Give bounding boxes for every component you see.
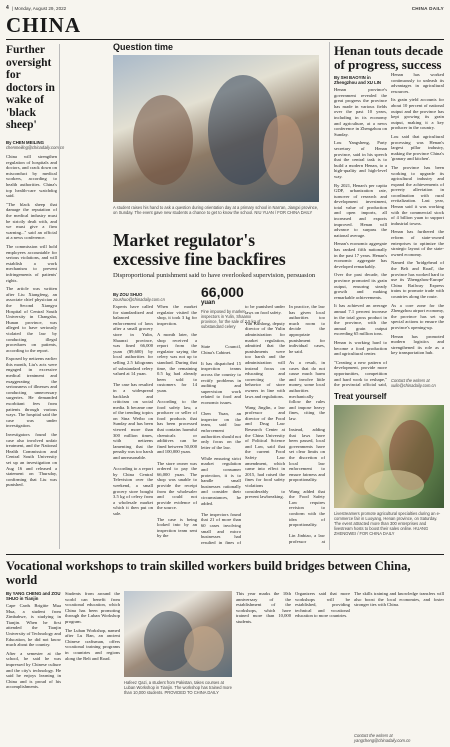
left-story-email: chenmeiling@chinadaily.com.cn	[6, 144, 65, 150]
bottom-rule	[6, 554, 444, 555]
vocational-column-1	[6, 603, 61, 743]
market-byline: By ZOU SHUO	[113, 292, 143, 297]
market-column-2	[157, 304, 197, 546]
henan-column-2	[391, 72, 444, 377]
paragraph: The commission will hold employees accountable for serious violations, and will establish a work mechanism to prevent infringements of patients' rights.	[6, 244, 57, 283]
paragraph: The Luban Workshop, named after Lu Ban, an ancient Chinese craftsman, offers vocational training programs in countries and regions along the Belt and Road.	[65, 627, 120, 661]
paragraph: By 2021, Henan's per capita GDP, urbanization rate, turnover of research and development investment, total value of production and open imports, all increased and exports improved. Henan will advance to surpass the national average.	[334, 182, 387, 238]
vocational-caption: Hafeez Qazi, a student from Pakistan, takes courses at Luban Workshop in Tianjin. The workshop has trained more than 10,000 students. PROVIDED TO CHINA DAILY	[124, 680, 232, 695]
vocational-photo	[124, 591, 232, 677]
market-column-text: to be punished under laws on food safety. Yan Kunlong, deputy director of the Yulin administration for market regulation, admitted that the punishments were too harsh and the administration will instead focus on educating and correcting the behavior of store owners in line with laws and regulations. Wang Jinglin, a law professor and director of the Food and Drug Law Research Center at the China University of Political Science and Law, said that the current Food Safety Law amendment, which came into effect in 2015, had raised the fines for food safety violations considerably to prevent lawbreaking.	[245, 304, 285, 500]
paragraph: It has achieved an average annual 7.1 percent increase in the total gross product in the province, with the annual grain output exceeding 65 million tons.	[334, 303, 387, 337]
paragraph: China will strengthen regulation of hospitals and doctors, and crack down on misconduct by medical workers, according to health authorities. China's top health-care watchdog said.	[6, 154, 57, 199]
page-number: 4	[6, 5, 9, 11]
stat-caption: Fine imposed by market inspectors in Yulin, Shaanxi province, for the sale of 2.5 kg of substandard celery	[201, 309, 261, 329]
vocational-column-3	[236, 591, 291, 743]
paragraph: As a core zone for the Zhengzhou airport economy, the province has set up special actions to ensure the province's opening-up.	[391, 302, 444, 330]
paragraph: This year marks the 10th anniversary of the establishment of the workshops, which have trained more than 10,000 students.	[236, 591, 291, 624]
paragraph: Henan province's government revealed the great progress the province has made in various fields over the past 10 years, including in its economy and agriculture, at a news conference in Zhengzhou on Sunday.	[334, 87, 387, 137]
treat-yourself-label: Treat yourself	[334, 392, 387, 401]
market-column-text: In practice, the law has given local authorities too much room to decide the appropriate punishment for individual cases, he said. As a result, in cases that do not cause much harm and involve little money, some local authorities mechanically follow the rules and impose heavy fines, citing the law. Instead, adding that laws have been passed, local governments have set clear limits on the discretion of local law enforcement to ensure fairness and proportionality. Wang added that the Food Safety Law requires revision to conform with the idea of proportionality. Lin Jinbiao, a law professor at	[289, 304, 325, 544]
paragraph: Henan has promoted modern logistics and strengthened its role as a key transportation hub.	[391, 333, 444, 356]
paragraph: After a semester at the school, he said he was impressed by Chinese culture and the city's technology. He said he enjoys learning in China and is proud of his accomplishments.	[6, 650, 61, 690]
column-divider	[59, 44, 60, 549]
paper-name: CHINA DAILY	[411, 6, 444, 11]
column-divider	[329, 42, 330, 550]
paragraph: The skills training and knowledge transfers will also boost the local economies, and foster stronger ties with China.	[354, 591, 444, 608]
paragraph: Henan has worked continuously to unleash its advantages in agricultural resources.	[391, 72, 444, 94]
question-time-photo	[113, 55, 319, 202]
paragraph: "The black sheep that damage the reputation of the medical industry must be strictly dealt with, and we must give a firm warning..." said an official at a news conference.	[6, 201, 57, 241]
market-column-5	[289, 304, 325, 546]
paragraph: Over the past decade, the province promoted its grain output, ensuring steady growth and making remarkable achievements.	[334, 272, 387, 300]
paragraph: Henan has furthered the reform of state-owned enterprises to optimize the strategic layout of the state-owned economy.	[391, 229, 444, 257]
paragraph: Lou said that agricultural processing was Henan's largest pillar industry, making the province China's 'granary and kitchen'.	[391, 133, 444, 162]
vocational-byline: By YANG CHENG and ZOU SHUO in Tianjin	[6, 591, 61, 602]
market-column-3	[201, 344, 241, 546]
paragraph: Students from around the world can benefit from vocational education, which China has been promoting through the Luban Workshop program.	[65, 591, 120, 624]
market-column-text: When the market regulator visited the shop, it took 3 kg for inspection. A month later, the shop received a report from the regulator saying the celery was not up to standard. During that time, the remaining 0.5 kg had already been sold to customers for 14 yuan. According to the food safety law, a producer or seller of food products that has been processed that contains harmful chemicals or additives can be fined between 50,000 and 100,000 yuan. The store owner was ordered to pay the 66,000 yuan. The shop was unable to provide the receipt from the wholesaler and could not provide evidence of the source. The case is being looked into by an inspection team sent by the	[157, 304, 197, 539]
question-time-caption: A student raises his hand to ask a question during orientation day at a primary school in Nan'an, Jiangxi province, on Sunday. The event gave new students a chance to get to know the school. NIU YUAN / FOR CHINA DAILY	[113, 205, 319, 215]
question-time-label: Question time	[113, 42, 174, 52]
vocational-column-5	[354, 591, 444, 731]
market-column-text: State Council, China's Cabinet. It has dispatched 15 inspection teams across the country to rectify problems in auditing and supervision work related to food and economic issues. Chen Yuan, an inspector on the team, said law enforcement authorities should not only focus on the letter of the law. While ensuring strict market regulation and consumer protection, it is to handle small businesses rationally and consider their circumstances, he added. The inspectors found that 21 of more than 60 cases involving small and micro businesses had resulted in fines of	[201, 344, 241, 545]
market-column-text: Experts have called for standardized and balanced enforcement of laws after a small grocery store in Yulin, Shaanxi province, was fined 66,000 yuan ($9,600) by local authorities for selling 2.5 kilograms of substandard celery valued at 14 yuan. The case has resulted in a widespread backlash and criticism on social media. It became one of the trending topics on Sina Weibo on Sunday and has been viewed more than 300 million times, with netizens lamenting that the penalty was too harsh and unreasonable. According to a report by China Central Television over the weekend, a small grocery store bought 3.5 kg of celery from a wholesale market which it then put on sale.	[113, 304, 153, 516]
paragraph: Named the 'bridgehead of the Belt and Road', the province has worked hard to use its 'Zhengzhou-Europe' China Railway Express trains to promote trade with countries along the route.	[391, 260, 444, 299]
paragraph: Investigators found the case also involved unfair treatment, and the National Health Commission and Central South University set up an investigation on Aug 16 and released a statement on Thursday, confirming that Liu was punished.	[6, 432, 57, 488]
paragraph: The article was written after Liu Xiangfeng, an associate chief physician at the Second Xiangya Hospital of Central South University in Changsha, Hunan province, was alleged to have seriously violated the law by conducting illegal procedures on patients, according to the report.	[6, 286, 57, 353]
paragraph: Henan's economic aggregate has ranked fifth nationally in the past 17 years. Henan's economic aggregate has developed remarkably.	[334, 241, 387, 269]
vocational-column-4	[295, 591, 350, 743]
left-story-headline: Further oversight for doctors in wake of 'black sheep'	[6, 44, 55, 131]
section-rule	[6, 39, 444, 40]
vocational-contact: Contact the writers at yangcheng@chinadaily.com.cn	[354, 733, 411, 744]
market-column-4	[245, 304, 285, 546]
henan-headline: Henan touts decade of progress, success	[334, 43, 444, 72]
treat-yourself-photo	[334, 405, 444, 508]
vocational-column-2	[65, 591, 120, 743]
paragraph: Exposed by netizens earlier this month, Liu's acts were engaged in excessive medical treatment and exaggerating the seriousness of illnesses and conducting unnecessary surgeries. He demanded exorbitant fees from patients through various ways. The hospital said the case was under investigation.	[6, 356, 57, 429]
market-email: zoushuo@chinadaily.com.cn	[113, 297, 165, 302]
paragraph: Henan is working hard to become a food production and agricultural center.	[334, 339, 387, 357]
left-story-byline: By CHEN MEILING	[6, 139, 44, 145]
left-story-body	[6, 154, 57, 529]
market-column-1	[113, 304, 153, 546]
issue-date: | Monday, August 29, 2022	[12, 6, 67, 11]
market-headline: Market regulator's excessive fine backfires	[113, 230, 286, 269]
henan-column-1	[334, 87, 387, 387]
stat-unit: yuan	[201, 300, 216, 306]
paragraph: The province has been working to upgrade its agricultural industry and expand the achievements of poverty alleviation in coordination with rural revitalization. Last year, Henan said it was working with the commercial stock of 4 billion yuan to support industrial towns.	[391, 164, 444, 226]
stat-value: 66,000	[201, 284, 244, 300]
paragraph: "Creating a new pattern of development, provide more opportunities, competition and hard work to reshape," the provincial official said,	[334, 359, 387, 387]
treat-yourself-caption: Livestreamers promote agricultural specialties during an e-commerce fair in Luoyang, Henan province, on Saturday. The event attracted more than 300 enterprises and livestream hosts to boost their sales online. HUANG ZHENGWEI / FOR CHINA DAILY	[334, 511, 441, 536]
vocational-headline: Vocational workshops to train skilled workers build bridges between China, world	[6, 559, 411, 587]
paragraph: Lou Yangsheng, Party secretary of Henan province, said in his speech that the central task is to build a modern Henan, to a high-quality and high-level way.	[334, 140, 387, 179]
henan-byline: By SHI BAOYIN in Zhengzhou and XU LIN	[334, 75, 382, 86]
paragraph: Its grain yield accounts for about 10 percent of national output and the province has kept growing its grain output, making it a key producer in the country.	[391, 97, 444, 131]
paragraph: Organizers said that more workshops will be established, providing technical and vocational education to more countries.	[295, 591, 350, 619]
paragraph: Cape Cards Brigitte Mua Mua, a student from Zimbabwe, is studying in Tianjin. When he first attended the Tianjin University of Technology and Education, he did not know much about the country.	[6, 603, 61, 648]
section-title: CHINA	[6, 13, 82, 37]
henan-contact: Contact the writers at xulin@chinadaily.com.cn	[391, 378, 436, 389]
market-subhead: Disproportional punishment said to have overlooked supervision, persuasion	[113, 272, 316, 279]
left-story	[6, 44, 65, 549]
